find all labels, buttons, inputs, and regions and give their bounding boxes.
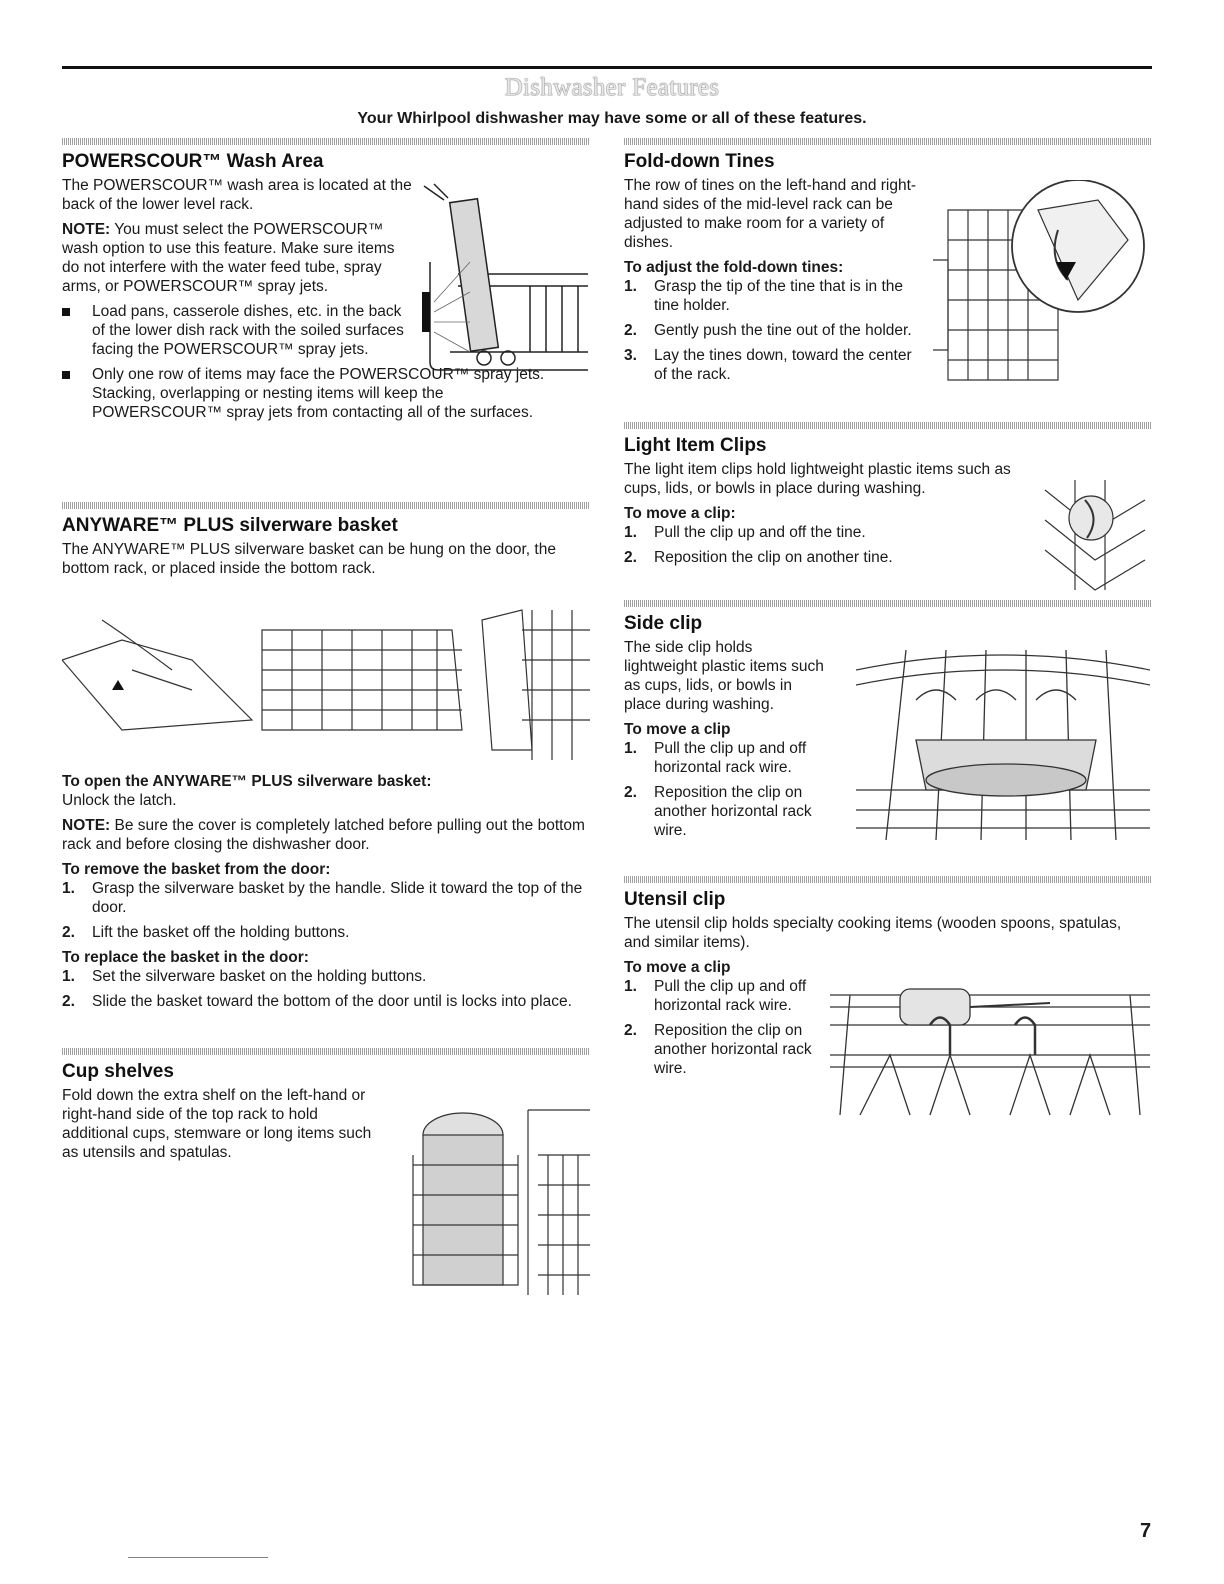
step-number: 2. bbox=[624, 784, 637, 801]
step-text: Pull the clip up and off horizontal rack wire. bbox=[654, 978, 807, 1014]
step-text: Slide the basket toward the bottom of the door until is locks into place. bbox=[92, 993, 572, 1010]
utensil-clip-illustration bbox=[830, 985, 1150, 1120]
replace-heading: To replace the basket in the door: bbox=[62, 949, 309, 966]
open-heading: To open the ANYWARE™ PLUS silverware basket: bbox=[62, 773, 432, 790]
section-separator bbox=[624, 600, 1152, 607]
step-text: Reposition the clip on another horizontal rack wire. bbox=[654, 1022, 812, 1077]
light-clips-steps bbox=[624, 523, 1019, 567]
list-item bbox=[62, 302, 412, 359]
step-number: 1. bbox=[624, 978, 637, 995]
step-text: Lay the tines down, toward the center of the rack. bbox=[654, 347, 912, 383]
section-separator bbox=[624, 138, 1152, 145]
page-number: 7 bbox=[1140, 1520, 1152, 1542]
step-text: Grasp the silverware basket by the handle. Slide it toward the top of the door. bbox=[92, 880, 583, 916]
list-item bbox=[62, 879, 590, 917]
side-clip-subheading: To move a clip bbox=[624, 721, 731, 738]
side-clip-heading: Side clip bbox=[624, 613, 703, 634]
replace-steps bbox=[62, 967, 590, 1011]
step-number: 3. bbox=[624, 347, 637, 364]
page-subtitle: Your Whirlpool dishwasher may have some or all of these features. bbox=[357, 110, 867, 127]
anyware-intro: The ANYWARE™ PLUS silverware basket can be hung on the door, the bottom rack, or placed inside the bottom rack. bbox=[62, 541, 556, 577]
list-item bbox=[624, 783, 846, 840]
note-text: Be sure the cover is completely latched before pulling out the bottom rack and before closing the dishwasher door. bbox=[62, 817, 585, 853]
bullet-icon bbox=[62, 371, 70, 379]
step-number: 1. bbox=[624, 524, 637, 541]
step-text: Gently push the tine out of the holder. bbox=[654, 322, 912, 339]
powerscour-note bbox=[62, 220, 407, 296]
utensil-clip-subheading: To move a clip bbox=[624, 959, 731, 976]
bullet-text: Load pans, casserole dishes, etc. in the back of the lower dish rack with the soiled surfaces facing the POWERSCOUR™ spray jets. bbox=[92, 303, 404, 358]
list-item bbox=[624, 346, 919, 384]
list-item bbox=[624, 548, 1019, 567]
step-number: 2. bbox=[624, 549, 637, 566]
silverware-basket-illustration bbox=[62, 600, 590, 762]
step-number: 2. bbox=[624, 322, 637, 339]
fold-down-subheading: To adjust the fold-down tines: bbox=[624, 259, 844, 276]
section-separator bbox=[624, 422, 1152, 429]
section-separator bbox=[62, 1048, 590, 1055]
note-text: You must select the POWERSCOUR™ wash option to use this feature. Make sure items do not interfere with the water feed tube, spray arms, or POWERSCOUR™ spray jets. bbox=[62, 221, 395, 295]
anyware-note bbox=[62, 816, 590, 854]
step-number: 1. bbox=[624, 278, 637, 295]
fold-down-intro: The row of tines on the left-hand and right-hand sides of the mid-level rack can be adjusted to make room for a variety of dishes. bbox=[624, 177, 917, 251]
open-text: Unlock the latch. bbox=[62, 792, 177, 809]
step-text: Pull the clip up and off the tine. bbox=[654, 524, 866, 541]
step-text: Grasp the tip of the tine that is in the tine holder. bbox=[654, 278, 904, 314]
utensil-clip-intro: The utensil clip holds specialty cooking items (wooden spoons, spatulas, and similar items). bbox=[624, 915, 1122, 951]
step-number: 2. bbox=[624, 1022, 637, 1039]
bullet-text: Only one row of items may face the POWERSCOUR™ spray jets. Stacking, overlapping or nesting items will keep the POWERSCOUR™ spray jets from contacting all of the surfaces. bbox=[92, 366, 545, 421]
anyware-instructions bbox=[62, 770, 590, 1017]
page-title: Dishwasher Features bbox=[504, 74, 720, 101]
light-item-clips-illustration bbox=[1035, 470, 1150, 600]
list-item bbox=[624, 977, 814, 1015]
cup-shelves-text: Fold down the extra shelf on the left-hand or right-hand side of the top rack to hold additional cups, stemware or long items such as utensils and spatulas. bbox=[62, 1087, 372, 1161]
step-text: Reposition the clip on another horizontal rack wire. bbox=[654, 784, 812, 839]
utensil-clip-heading: Utensil clip bbox=[624, 889, 726, 910]
fold-down-steps bbox=[624, 277, 919, 384]
step-number: 1. bbox=[62, 968, 75, 985]
side-clip-illustration bbox=[856, 640, 1150, 850]
powerscour-intro: The POWERSCOUR™ wash area is located at the back of the lower level rack. bbox=[62, 177, 412, 213]
note-label: NOTE: bbox=[62, 817, 111, 834]
remove-steps bbox=[62, 879, 590, 942]
cup-shelves-heading: Cup shelves bbox=[62, 1061, 174, 1082]
powerscour-heading: POWERSCOUR™ Wash Area bbox=[62, 151, 324, 172]
powerscour-illustration bbox=[420, 182, 590, 382]
step-text: Set the silverware basket on the holding buttons. bbox=[92, 968, 427, 985]
step-text: Pull the clip up and off horizontal rack wire. bbox=[654, 740, 807, 776]
list-item bbox=[62, 923, 590, 942]
section-separator bbox=[62, 502, 590, 509]
step-number: 1. bbox=[62, 880, 75, 897]
footer-line bbox=[128, 1557, 268, 1558]
section-separator bbox=[62, 138, 590, 145]
step-text: Reposition the clip on another tine. bbox=[654, 549, 893, 566]
step-number: 2. bbox=[62, 924, 75, 941]
list-item bbox=[624, 523, 1019, 542]
cup-shelves-illustration bbox=[408, 1095, 590, 1310]
list-item bbox=[624, 739, 846, 777]
utensil-clip-steps bbox=[624, 977, 814, 1078]
section-separator bbox=[624, 876, 1152, 883]
bullet-icon bbox=[62, 308, 70, 316]
list-item bbox=[624, 1021, 814, 1078]
remove-heading: To remove the basket from the door: bbox=[62, 861, 331, 878]
list-item bbox=[624, 277, 919, 315]
step-number: 2. bbox=[62, 993, 75, 1010]
light-clips-intro: The light item clips hold lightweight plastic items such as cups, lids, or bowls in place during washing. bbox=[624, 461, 1011, 497]
anyware-heading: ANYWARE™ PLUS silverware basket bbox=[62, 515, 398, 536]
light-clips-heading: Light Item Clips bbox=[624, 435, 767, 456]
side-clip-intro: The side clip holds lightweight plastic items such as cups, lids, or bowls in place during washing. bbox=[624, 639, 824, 713]
fold-down-heading: Fold-down Tines bbox=[624, 151, 775, 172]
step-number: 1. bbox=[624, 740, 637, 757]
side-clip-steps bbox=[624, 739, 846, 840]
note-label: NOTE: bbox=[62, 221, 111, 238]
list-item bbox=[62, 967, 590, 986]
fold-down-tines-illustration bbox=[928, 180, 1150, 400]
light-clips-subheading: To move a clip: bbox=[624, 505, 736, 522]
list-item bbox=[62, 992, 590, 1011]
list-item bbox=[624, 321, 919, 340]
step-text: Lift the basket off the holding buttons. bbox=[92, 924, 350, 941]
top-rule bbox=[62, 66, 1152, 69]
anyware-section bbox=[62, 502, 590, 584]
